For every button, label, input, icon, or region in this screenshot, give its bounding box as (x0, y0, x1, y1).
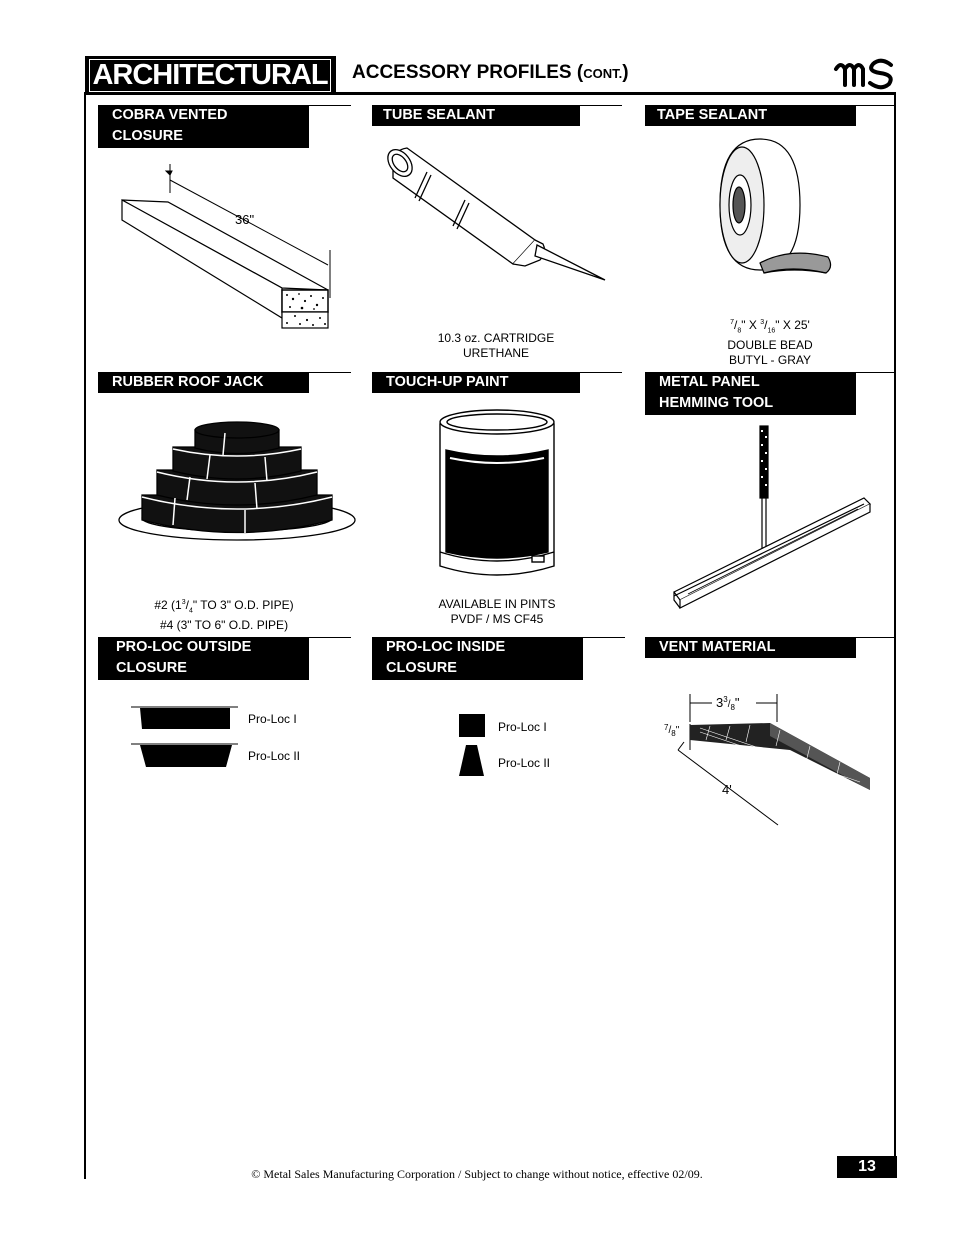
section-header-cobra (98, 105, 309, 148)
paint-can-illustration (436, 406, 558, 584)
section-title-line1: COBRA VENTED (112, 107, 228, 123)
tape-sealant-illustration (700, 135, 840, 285)
proloc-inside-label-2: Pro-Loc II (498, 756, 551, 770)
frac-num: 3 (760, 319, 765, 326)
caption-line: URETHANE (462, 346, 529, 360)
category-title: ARCHITECTURAL (89, 59, 331, 92)
vent-material-illustration (660, 690, 885, 830)
page-number: 13 (837, 1156, 897, 1178)
section-title-line1: TOUCH-UP PAINT (386, 374, 509, 390)
vent-width-dim: $3^3_{/8}$" (716, 695, 740, 712)
proloc-outside-label-2: Pro-Loc II (248, 749, 301, 763)
tube-sealant-illustration (385, 142, 615, 282)
section-title-line1: METAL PANEL (659, 374, 760, 390)
tube-sealant-caption (396, 331, 596, 361)
caption-line: AVAILABLE IN PINTS (438, 597, 556, 611)
section-title-line2: CLOSURE (112, 128, 183, 144)
frac-den: 16 (767, 327, 776, 335)
section-title-line1: TUBE SEALANT (383, 107, 495, 123)
caption-post: " TO 3" O.D. PIPE) (192, 598, 294, 612)
cobra-closure-illustration (115, 158, 335, 333)
subtitle-cont: CONT. (583, 66, 623, 81)
subtitle-main: ACCESSORY PROFILES ( (352, 62, 584, 83)
header-rule (85, 92, 896, 95)
section-title-line1: TAPE SEALANT (657, 107, 768, 123)
caption-line: PVDF / MS CF45 (450, 612, 544, 626)
proloc-outside-profiles (128, 703, 243, 771)
proloc-outside-1-shape (140, 708, 230, 729)
copyright-footer: © Metal Sales Manufacturing Corporation / Subject to change without notice, effective 02/09. (251, 1167, 703, 1181)
tape-size-line: $^7/_8$" X $^3/_{16}$" X 25' (730, 318, 810, 335)
section-header-vent-material (645, 637, 856, 658)
section-title-line1: RUBBER ROOF JACK (112, 374, 264, 390)
hemming-tool-illustration (668, 420, 878, 615)
proloc-inside-1-shape (459, 714, 485, 737)
frac-den: 4 (188, 607, 193, 615)
caption-pre: #2 (1 (154, 598, 182, 612)
section-header-roof-jack (98, 372, 309, 393)
section-title-line1: VENT MATERIAL (659, 639, 776, 655)
size-rest: " X 25' (775, 318, 810, 332)
frac-num: 3 (181, 599, 186, 606)
paint-caption (397, 597, 597, 627)
tape-sealant-caption (670, 315, 870, 368)
svg-text:ms: ms (873, 77, 875, 78)
section-header-proloc-inside (372, 637, 583, 680)
subtitle-close: ) (622, 62, 629, 83)
section-header-tape-sealant (645, 105, 856, 126)
left-frame-rule (84, 92, 86, 1179)
section-title-line2: CLOSURE (116, 660, 187, 676)
company-logo (833, 55, 899, 91)
proloc-outside-label-1: Pro-Loc I (248, 712, 297, 726)
page-title (352, 62, 629, 84)
roof-jack-size-2: #2 ($1^3/_4$" TO 3" O.D. PIPE) (154, 598, 294, 615)
section-title-line2: CLOSURE (386, 660, 457, 676)
size-sep: " X (741, 318, 761, 332)
section-title-line1: PRO-LOC INSIDE (386, 639, 506, 655)
proloc-inside-label-1: Pro-Loc I (498, 720, 547, 734)
caption-line: DOUBLE BEAD (727, 338, 813, 353)
cobra-length-label: 36" (235, 212, 255, 227)
right-frame-rule (894, 92, 896, 1178)
section-title-line2: HEMMING TOOL (659, 395, 774, 411)
proloc-inside-2-shape (459, 745, 484, 776)
vent-length-dim: 4' (722, 782, 732, 797)
section-header-hemming-tool (645, 372, 856, 415)
vent-height-dim: $^7/_8$" (664, 723, 680, 738)
caption-line: BUTYL - GRAY (728, 353, 811, 368)
section-header-proloc-outside (98, 637, 309, 680)
frac-num: 7 (730, 319, 735, 326)
section-header-touch-up-paint (372, 372, 580, 393)
section-header-tube-sealant (372, 105, 580, 126)
roof-jack-illustration (115, 415, 360, 555)
proloc-inside-profiles (455, 711, 490, 779)
roof-jack-caption (124, 595, 324, 633)
frac-den: 8 (737, 327, 742, 335)
proloc-outside-2-shape (140, 745, 232, 767)
section-title-line1: PRO-LOC OUTSIDE (116, 639, 252, 655)
caption-line: 10.3 oz. CARTRIDGE (437, 331, 555, 345)
roof-jack-size-4: #4 (3" TO 6" O.D. PIPE) (159, 618, 289, 633)
